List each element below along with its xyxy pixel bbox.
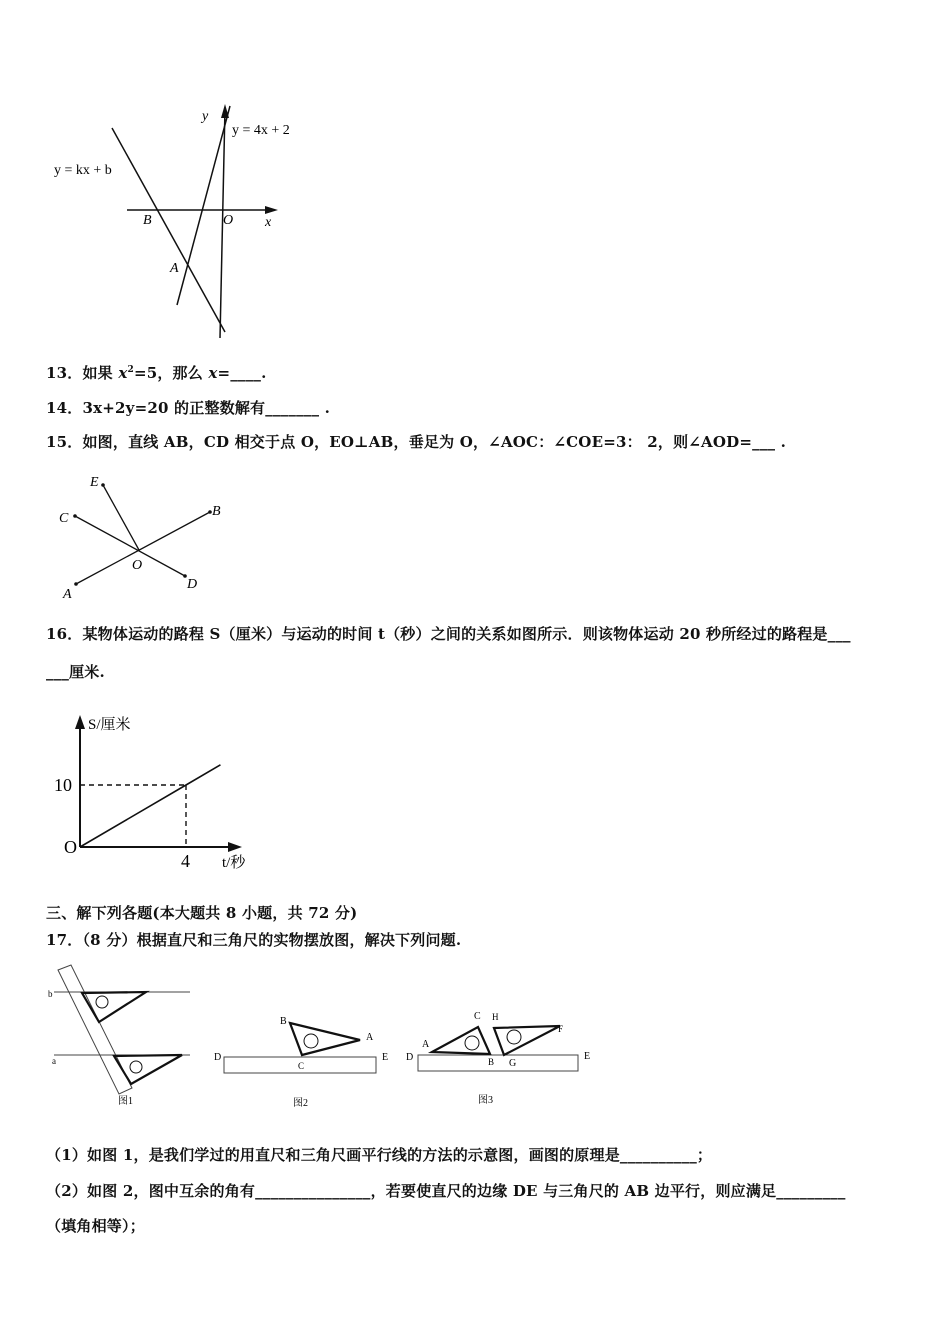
fig3-triangle-right-hole <box>507 1030 521 1044</box>
q16-distance-time-chart <box>50 705 280 880</box>
chart-x-axis-arrow <box>228 842 242 852</box>
question-13 <box>46 362 267 383</box>
q14-number: 14． <box>46 399 83 417</box>
q13-var: x <box>118 364 128 382</box>
fig3-triangle-right <box>494 1026 560 1055</box>
point-e-dot <box>101 483 105 487</box>
q17-part-2-end: （填角相等）； <box>46 1217 145 1235</box>
question-15 <box>46 431 786 452</box>
q13-text-b: =5，那么 <box>133 364 209 382</box>
q16-number: 16． <box>46 625 83 643</box>
point-b-label: B <box>143 213 152 228</box>
q17-text: （8 分）根据直尺和三角尺的实物摆放图，解决下列问题. <box>82 931 462 949</box>
fig2-label-e: E <box>382 1052 389 1063</box>
q13-text-a: 如果 <box>82 364 119 382</box>
chart-x-tick-4: 4 <box>181 851 190 871</box>
q15-answer-blank[interactable]: ___ <box>752 433 776 451</box>
fig1-label-b: b <box>48 989 53 999</box>
y-axis-label: y <box>202 109 209 124</box>
q17-part-1 <box>46 1144 712 1165</box>
point-a-label: A <box>170 261 179 276</box>
q13-end: . <box>261 364 267 382</box>
chart-origin-label: O <box>64 837 77 857</box>
label-c: C <box>59 511 69 526</box>
fig2-label-a: A <box>366 1032 374 1043</box>
fig2-caption: 图2 <box>293 1098 308 1109</box>
fig3-label-a: A <box>422 1039 430 1050</box>
q14-answer-blank[interactable]: _______ <box>265 399 320 417</box>
fig3-caption: 图3 <box>478 1095 493 1106</box>
fig3-label-h: H <box>492 1012 499 1022</box>
fig2-triangle-hole <box>304 1034 318 1048</box>
label-e: E <box>90 475 99 490</box>
fig2-triangle <box>290 1023 360 1055</box>
section-3-title: 三、解下列各题(本大题共 8 小题，共 72 分) <box>46 904 358 922</box>
q16-text: 某物体运动的路程 S（厘米）与运动的时间 t（秒）之间的关系如图所示．则该物体运动 20 秒所经过的路程是 <box>82 625 828 643</box>
q13-var2: x <box>208 364 218 382</box>
q15-number: 15． <box>46 433 83 451</box>
question-16-line2 <box>46 661 105 682</box>
line-ab <box>76 512 210 584</box>
question-16-line1 <box>46 623 851 644</box>
q17-part2-text-1: （2）如图 2，图中互余的角有 <box>46 1182 256 1200</box>
fig2-label-b: B <box>280 1016 287 1027</box>
point-c-dot <box>73 514 77 518</box>
chart-x-label: t/秒 <box>222 855 246 871</box>
fig3-triangle-left-hole <box>465 1036 479 1050</box>
fig3-label-g: G <box>509 1058 517 1069</box>
q17-part2-answer-blank-1[interactable]: _______________ <box>255 1182 371 1200</box>
triangle-lower <box>114 1055 182 1084</box>
q17-figure-3 <box>400 1005 600 1110</box>
chart-y-axis-arrow <box>75 715 85 729</box>
q13-answer-blank[interactable]: ____ <box>230 364 262 382</box>
ray-oe <box>103 485 139 550</box>
triangle-lower-hole <box>130 1061 142 1073</box>
point-o-label: O <box>223 213 234 228</box>
q17-figure-2 <box>210 1010 400 1110</box>
label-b: B <box>212 504 221 519</box>
fig3-ruler-de <box>418 1055 578 1071</box>
point-a-dot <box>74 582 78 586</box>
q17-part2-answer-blank-2[interactable]: _________ <box>776 1182 846 1200</box>
chart-series-line <box>80 765 220 847</box>
q17-part1-end: ； <box>696 1146 713 1164</box>
fig2-label-c: C <box>298 1061 305 1071</box>
line-kx-plus-b <box>112 128 225 332</box>
label-o: O <box>132 558 143 573</box>
fig3-label-b: B <box>488 1057 495 1067</box>
q13-number: 13． <box>46 364 83 382</box>
q13-sup: 2 <box>127 365 134 375</box>
q14-end: . <box>319 399 331 417</box>
fig3-label-e: E <box>584 1051 591 1062</box>
ruler <box>58 965 132 1094</box>
q17-part1-answer-blank[interactable]: __________ <box>619 1146 697 1164</box>
q16-answer-blank-1[interactable]: ___ <box>827 625 851 643</box>
label-a: A <box>63 587 72 602</box>
q14-text: 3x+2y=20 的正整数解有 <box>82 399 266 417</box>
question-14 <box>46 397 330 418</box>
chart-y-tick-10: 10 <box>54 775 72 795</box>
q13-text-c: = <box>217 364 231 382</box>
fig1-label-a: a <box>52 1056 56 1066</box>
q16-unit: 厘米. <box>69 663 105 681</box>
q12-line-graph <box>40 100 320 345</box>
fig3-label-d: D <box>406 1052 414 1063</box>
fig3-label-c: C <box>474 1011 481 1022</box>
q17-figure-1 <box>44 960 204 1110</box>
chart-y-label: S/厘米 <box>88 717 131 733</box>
fig2-label-d: D <box>214 1052 222 1063</box>
q17-part2-text-2: ，若要使直尺的边缘 DE 与三角尺的 AB 边平行，则应满足 <box>370 1182 777 1200</box>
fig3-label-f: F <box>558 1024 564 1034</box>
fig1-caption: 图1 <box>118 1096 133 1107</box>
q17-part-2 <box>46 1180 846 1201</box>
q15-intersecting-lines-figure <box>50 470 240 605</box>
line1-label: y = 4x + 2 <box>232 123 290 138</box>
q17-number: 17． <box>46 931 83 949</box>
triangle-upper-hole <box>96 996 108 1008</box>
x-axis-label: x <box>265 215 272 230</box>
q15-end: . <box>775 433 787 451</box>
question-17 <box>46 929 461 950</box>
q15-text: 如图，直线 AB，CD 相交于点 O，EO⊥AB，垂足为 O，∠AOC：∠COE=3： 2，则∠AOD= <box>82 433 753 451</box>
label-d: D <box>187 577 198 592</box>
x-axis-arrow <box>265 206 278 214</box>
line-cd <box>75 516 185 576</box>
q16-answer-blank-2[interactable]: ___ <box>46 663 70 681</box>
fig3-triangle-left <box>432 1027 490 1054</box>
line2-label: y = kx + b <box>54 163 112 178</box>
q17-part1-text: （1）如图 1，是我们学过的用直尺和三角尺画平行线的方法的示意图，画图的原理是 <box>46 1146 620 1164</box>
